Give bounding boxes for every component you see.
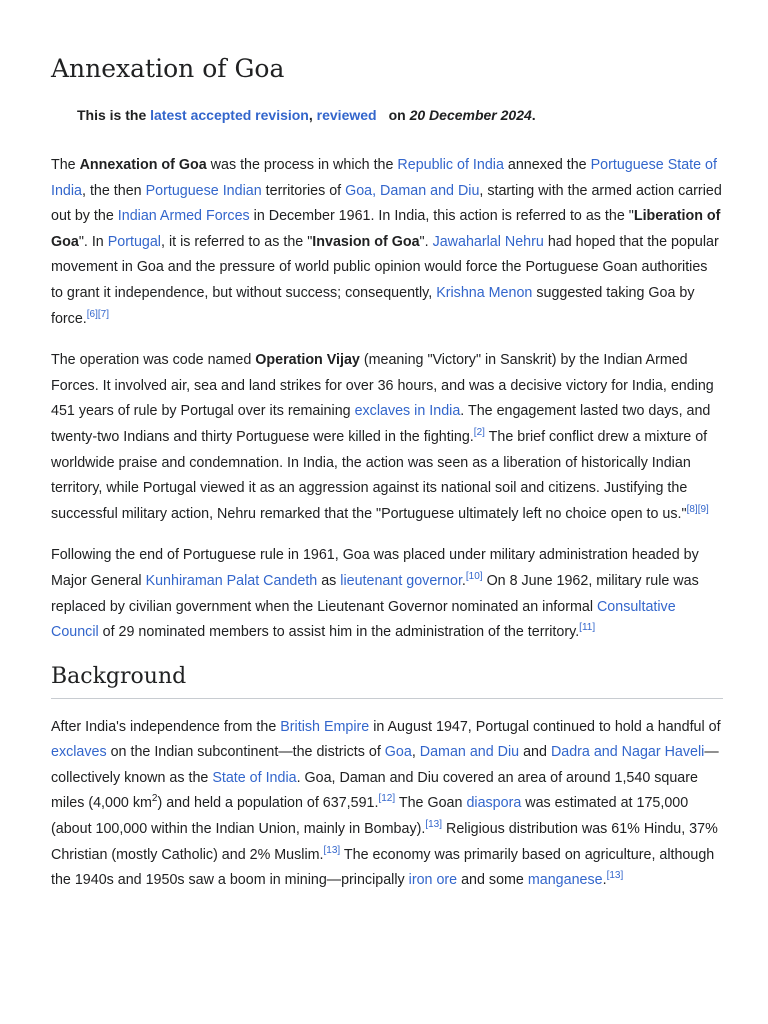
- link-goa[interactable]: Goa: [384, 744, 412, 761]
- section-heading-background: Background: [51, 662, 723, 699]
- citation-link[interactable]: [6]: [86, 308, 98, 320]
- link-jawaharlal-nehru[interactable]: Jawaharlal Nehru: [432, 233, 544, 250]
- citation-link[interactable]: [13]: [606, 870, 624, 882]
- citation-link[interactable]: [13]: [323, 844, 341, 856]
- link-portugal[interactable]: Portugal: [107, 233, 161, 250]
- link-consultative-council[interactable]: Consultative Council: [51, 598, 676, 641]
- citation-link[interactable]: [2]: [473, 427, 485, 439]
- citation: [378, 794, 395, 805]
- revision-notice: This is the latest accepted revision, reviewed on 20 December 2024.: [77, 107, 536, 123]
- link-krishna-menon[interactable]: Krishna Menon: [436, 284, 533, 301]
- citation: [466, 571, 483, 582]
- citation: [474, 427, 485, 438]
- latest-revision-link[interactable]: latest accepted revision: [150, 107, 309, 123]
- link-lieutenant-governor[interactable]: lieutenant governor: [340, 572, 462, 589]
- link-state-of-india[interactable]: State of India: [212, 769, 297, 786]
- link-exclaves[interactable]: exclaves: [51, 744, 107, 761]
- link-british-empire[interactable]: British Empire: [280, 718, 370, 735]
- citation: [687, 504, 709, 515]
- citation: [579, 622, 595, 633]
- link-exclaves-in-india[interactable]: exclaves in India: [354, 403, 461, 420]
- citation: [324, 845, 341, 856]
- link-diaspora[interactable]: diaspora: [466, 795, 522, 812]
- link-daman-and-diu[interactable]: Daman and Diu: [419, 744, 520, 761]
- citation-link[interactable]: [8]: [686, 503, 698, 515]
- link-portuguese-state-of-india[interactable]: Portuguese State of India: [51, 157, 717, 199]
- link-indian-armed-forces[interactable]: Indian Armed Forces: [117, 208, 250, 225]
- link-manganese[interactable]: manganese: [527, 872, 603, 889]
- link-republic-of-india[interactable]: Republic of India: [397, 157, 504, 173]
- citation: [607, 870, 624, 881]
- citation-link[interactable]: [13]: [425, 819, 443, 831]
- citation-link[interactable]: [10]: [465, 571, 483, 583]
- citation-link[interactable]: [12]: [378, 793, 396, 805]
- intro-paragraph-2: The operation was code named Operation Vijay (meaning "Victory" in Sanskrit) by the Indian Armed Forces. It involved air, sea and land strikes for over 36 hours, and was a decisive victory for India, ending 451 years of rule by Portugal over its remaining exclaves in India. The engagement lasted two days, and twenty-two Indians and thirty Portuguese were killed in the fighting.[2] The brief conflict drew a mixture of worldwide praise and condemnation. In India, the action was seen as a liberation of historically Indian territory, while Portugal viewed it as an aggression against its national soil and citizens. Justifying the successful military action, Nehru remarked that the "Portuguese ultimately left no choice open to us."[8][9]: [51, 352, 714, 522]
- reviewed-link[interactable]: reviewed: [316, 107, 377, 123]
- intro-paragraph-1: The Annexation of Goa was the process in which the Republic of India annexed the Portuguese State of India, the then Portuguese Indian territories of Goa, Daman and Diu, starting with the armed action carried out by the Indian Armed Forces in December 1961. In India, this action is referred to as the "Liberation of Goa". In Portugal, it is referred to as the "Invasion of Goa". Jawaharlal Nehru had hoped that the popular movement in Goa and the pressure of world public opinion would force the Portuguese Goan authorities to grant it independence, but without success; consequently, Krishna Menon suggested taking Goa by force.[6][7]: [51, 157, 722, 327]
- link-portuguese-indian[interactable]: Portuguese Indian: [145, 182, 262, 199]
- revision-date: 20 December 2024: [409, 107, 532, 123]
- citation-link[interactable]: [11]: [579, 622, 596, 634]
- link-goa-daman-diu[interactable]: Goa, Daman and Diu: [345, 182, 480, 199]
- citation: [425, 819, 442, 830]
- link-dadra-and-nagar-haveli[interactable]: Dadra and Nagar Haveli: [550, 744, 705, 761]
- link-iron-ore[interactable]: iron ore: [408, 872, 458, 889]
- background-paragraph: After India's independence from the British Empire in August 1947, Portugal continued to hold a handful of exclaves on the Indian subcontinent—the districts of Goa, Daman and Diu and Dadra and Nagar Haveli—collectively known as the State of India. Goa, Daman and Diu covered an area of around 1,540 square miles (4,000 $km^2$) and held a population of 637,591.[12] The Goan diaspora was estimated at 175,000 (about 100,000 within the Indian Union, mainly in Bombay).[13] Religious distribution was 61% Hindu, 37% Christian (mostly Catholic) and 2% Muslim.[13] The economy was primarily based on agriculture, although the 1940s and 1950s saw a boom in mining—principally iron ore and some manganese.[13]: [51, 718, 721, 889]
- article-body: [51, 153, 723, 910]
- link-kunhiraman-palat-candeth[interactable]: Kunhiraman Palat Candeth: [145, 572, 318, 589]
- citation-link[interactable]: [9]: [697, 503, 709, 515]
- citation-link[interactable]: [7]: [97, 308, 110, 320]
- page-title: Annexation of Goa: [51, 54, 285, 83]
- citation: [87, 309, 109, 320]
- intro-paragraph-3: Following the end of Portuguese rule in 1961, Goa was placed under military administration headed by Major General Kunhiraman Palat Candeth as lieutenant governor.[10] On 8 June 1962, military rule was replaced by civilian government when the Lieutenant Governor nominated an informal Consultative Council of 29 nominated members to assist him in the administration of the territory.[11]: [51, 547, 699, 641]
- superscript-2: 2: [151, 793, 158, 805]
